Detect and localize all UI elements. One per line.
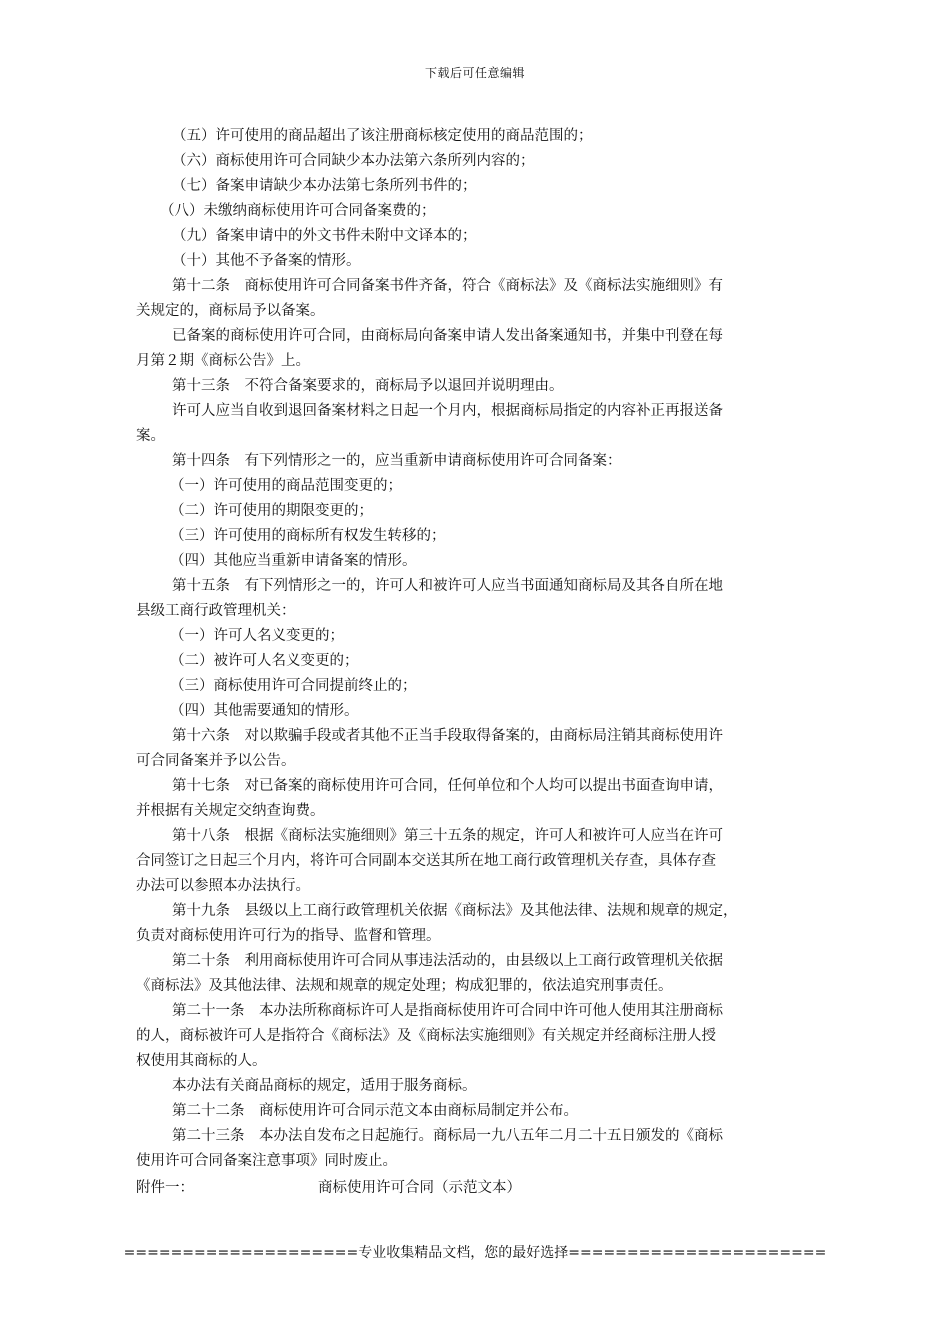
article-line: 关规定的，商标局予以备案。 <box>136 303 325 319</box>
list-item: （五）许可使用的商品超出了该注册商标核定使用的商品范围的； <box>172 128 593 144</box>
article-line: 第二十一条 本办法所称商标许可人是指商标使用许可合同中许可他人使用其注册商标 <box>172 1003 723 1019</box>
list-item: （八）未缴纳商标使用许可合同备案费的； <box>160 203 436 219</box>
article-line: 第十六条 对以欺骗手段或者其他不正当手段取得备案的，由商标局注销其商标使用许 <box>172 728 723 744</box>
article-line: 第十九条 县级以上工商行政管理机关依据《商标法》及其他法律、法规和规章的规定， <box>172 903 738 919</box>
paragraph-line: 月第２期《商标公告》上。 <box>136 353 310 369</box>
page-footer: ====================专业收集精品文档，您的最好选择====================== <box>123 1245 827 1261</box>
article-line: 办法可以参照本办法执行。 <box>136 878 310 894</box>
page-header: 下载后可任意编辑 <box>424 66 525 80</box>
list-item: （一）许可人名义变更的； <box>170 628 344 644</box>
article-line: 第二十条 利用商标使用许可合同从事违法活动的，由县级以上工商行政管理机关依据 <box>172 953 723 969</box>
document-body <box>136 124 818 1202</box>
article-line: 负责对商标使用许可行为的指导、监督和管理。 <box>136 928 441 944</box>
article-line: 第二十三条 本办法自发布之日起施行。商标局一九八五年二月二十五日颁发的《商标 <box>172 1128 723 1144</box>
attachment-label: 附件一： <box>136 1180 194 1196</box>
list-item: （十）其他不予备案的情形。 <box>172 253 361 269</box>
list-item: （七）备案申请缺少本办法第七条所列书件的； <box>172 178 477 194</box>
article-line: 第十四条 有下列情形之一的，应当重新申请商标使用许可合同备案： <box>172 453 622 469</box>
article-line: 可合同备案并予以公告。 <box>136 753 296 769</box>
article-line: 第十三条 不符合备案要求的，商标局予以退回并说明理由。 <box>172 378 564 394</box>
list-item: （三）许可使用的商标所有权发生转移的； <box>170 528 446 544</box>
list-item: （六）商标使用许可合同缺少本办法第六条所列内容的； <box>172 153 535 169</box>
article-line: 第十二条 商标使用许可合同备案书件齐备，符合《商标法》及《商标法实施细则》有 <box>172 278 723 294</box>
paragraph-line: 许可人应当自收到退回备案材料之日起一个月内，根据商标局指定的内容补正再报送备 <box>172 403 723 419</box>
article-line: 第二十二条 商标使用许可合同示范文本由商标局制定并公布。 <box>172 1103 578 1119</box>
list-item: （一）许可使用的商品范围变更的； <box>170 478 402 494</box>
article-line: 使用许可合同备案注意事项》同时废止。 <box>136 1153 397 1169</box>
article-line: 合同签订之日起三个月内，将许可合同副本交送其所在地工商行政管理机关存查，具体存查 <box>136 853 716 869</box>
article-line: 第十五条 有下列情形之一的，许可人和被许可人应当书面通知商标局及其各自所在地 <box>172 578 723 594</box>
article-line: 权使用其商标的人。 <box>136 1053 267 1069</box>
list-item: （三）商标使用许可合同提前终止的； <box>170 678 417 694</box>
article-line: 的人，商标被许可人是指符合《商标法》及《商标法实施细则》有关规定并经商标注册人授 <box>136 1028 716 1044</box>
paragraph-line: 案。 <box>136 428 165 444</box>
article-line: 第十七条 对已备案的商标使用许可合同，任何单位和个人均可以提出书面查询申请， <box>172 778 723 794</box>
list-item: （二）许可使用的期限变更的； <box>170 503 373 519</box>
article-line: 县级工商行政管理机关： <box>136 603 296 619</box>
article-line: 并根据有关规定交纳查询费。 <box>136 803 325 819</box>
article-line: 《商标法》及其他法律、法规和规章的规定处理；构成犯罪的，依法追究刑事责任。 <box>136 978 673 994</box>
list-item: （四）其他需要通知的情形。 <box>170 703 359 719</box>
list-item: （二）被许可人名义变更的； <box>170 653 359 669</box>
article-line: 第十八条 根据《商标法实施细则》第三十五条的规定，许可人和被许可人应当在许可 <box>172 828 723 844</box>
paragraph-line: 已备案的商标使用许可合同，由商标局向备案申请人发出备案通知书，并集中刊登在每 <box>172 328 723 344</box>
attachment-title: 商标使用许可合同（示范文本） <box>318 1180 521 1196</box>
list-item: （九）备案申请中的外文书件未附中文译本的； <box>172 228 477 244</box>
list-item: （四）其他应当重新申请备案的情形。 <box>170 553 417 569</box>
attachment-line <box>136 1174 818 1202</box>
paragraph-line: 本办法有关商品商标的规定，适用于服务商标。 <box>172 1078 477 1094</box>
